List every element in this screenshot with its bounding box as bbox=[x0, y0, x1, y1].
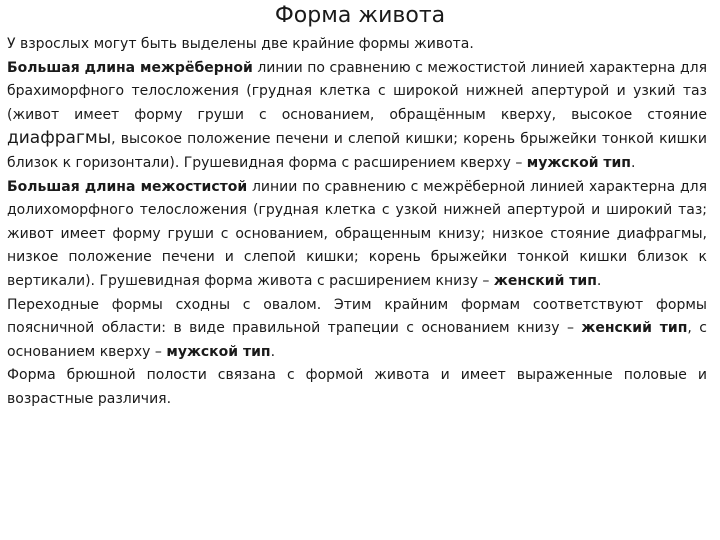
paragraph-text: . bbox=[270, 343, 276, 360]
paragraph-text: Переходные формы сходны с овалом. Этим крайним формам соответствуют формы поясничной области: в виде правильной трапеции с основанием книзу – bbox=[7, 296, 707, 337]
slide-title: Форма живота bbox=[274, 3, 446, 28]
slide-body bbox=[7, 33, 707, 412]
term-diaphragm: диафрагмы bbox=[7, 128, 112, 149]
bold-term-female-type: женский тип bbox=[581, 320, 688, 337]
paragraph-text: У взрослых могут быть выделены две крайние формы живота. bbox=[7, 36, 474, 52]
paragraph-text: линии по сравнению с межрёберной линией характерна для долихоморфного телосложения (грудная клетка с узкой нижней апертурой и широкий таз; живот имеет форму груши с основанием, обращенным книзу; низкое стояние диафрагмы, низкое положение печени и слепой кишки; корень брыжейки тонкой кишки близок к вертикали). Грушевидная форма живота с расширением книзу – bbox=[7, 178, 707, 289]
paragraph-male-type bbox=[7, 57, 707, 176]
bold-term-intercostal-length: Большая длина межрёберной bbox=[7, 59, 253, 76]
paragraph-text: . bbox=[630, 154, 636, 171]
paragraph-text: , высокое положение печени и слепой кишки; корень брыжейки тонкой кишки близок к горизонтали). Грушевидная форма с расширением кверху – bbox=[7, 131, 707, 171]
paragraph-transitional-forms bbox=[7, 294, 707, 365]
paragraph-text: Форма брюшной полости связана с формой живота и имеет выраженные половые и возрастные различия. bbox=[7, 367, 707, 407]
paragraph-text: , с основанием кверху – bbox=[7, 320, 707, 360]
paragraph-text: линии по сравнению с межостистой линией характерна для брахиморфного телосложения (грудная клетка с широкой нижней апертурой и узкий таз (живот имеет форму груши с основанием, обращённым кверху, высокое стояние bbox=[7, 59, 708, 123]
paragraph-female-type bbox=[7, 176, 707, 294]
bold-term-female-type: женский тип bbox=[493, 272, 597, 289]
paragraph-text: . bbox=[596, 272, 602, 289]
bold-term-male-type: мужской тип bbox=[166, 343, 271, 360]
paragraph-intro bbox=[7, 33, 707, 57]
paragraph-abdominal-cavity bbox=[7, 364, 707, 411]
bold-term-interspinous-length: Большая длина межостистой bbox=[7, 178, 248, 195]
bold-term-male-type: мужской тип bbox=[526, 154, 631, 171]
